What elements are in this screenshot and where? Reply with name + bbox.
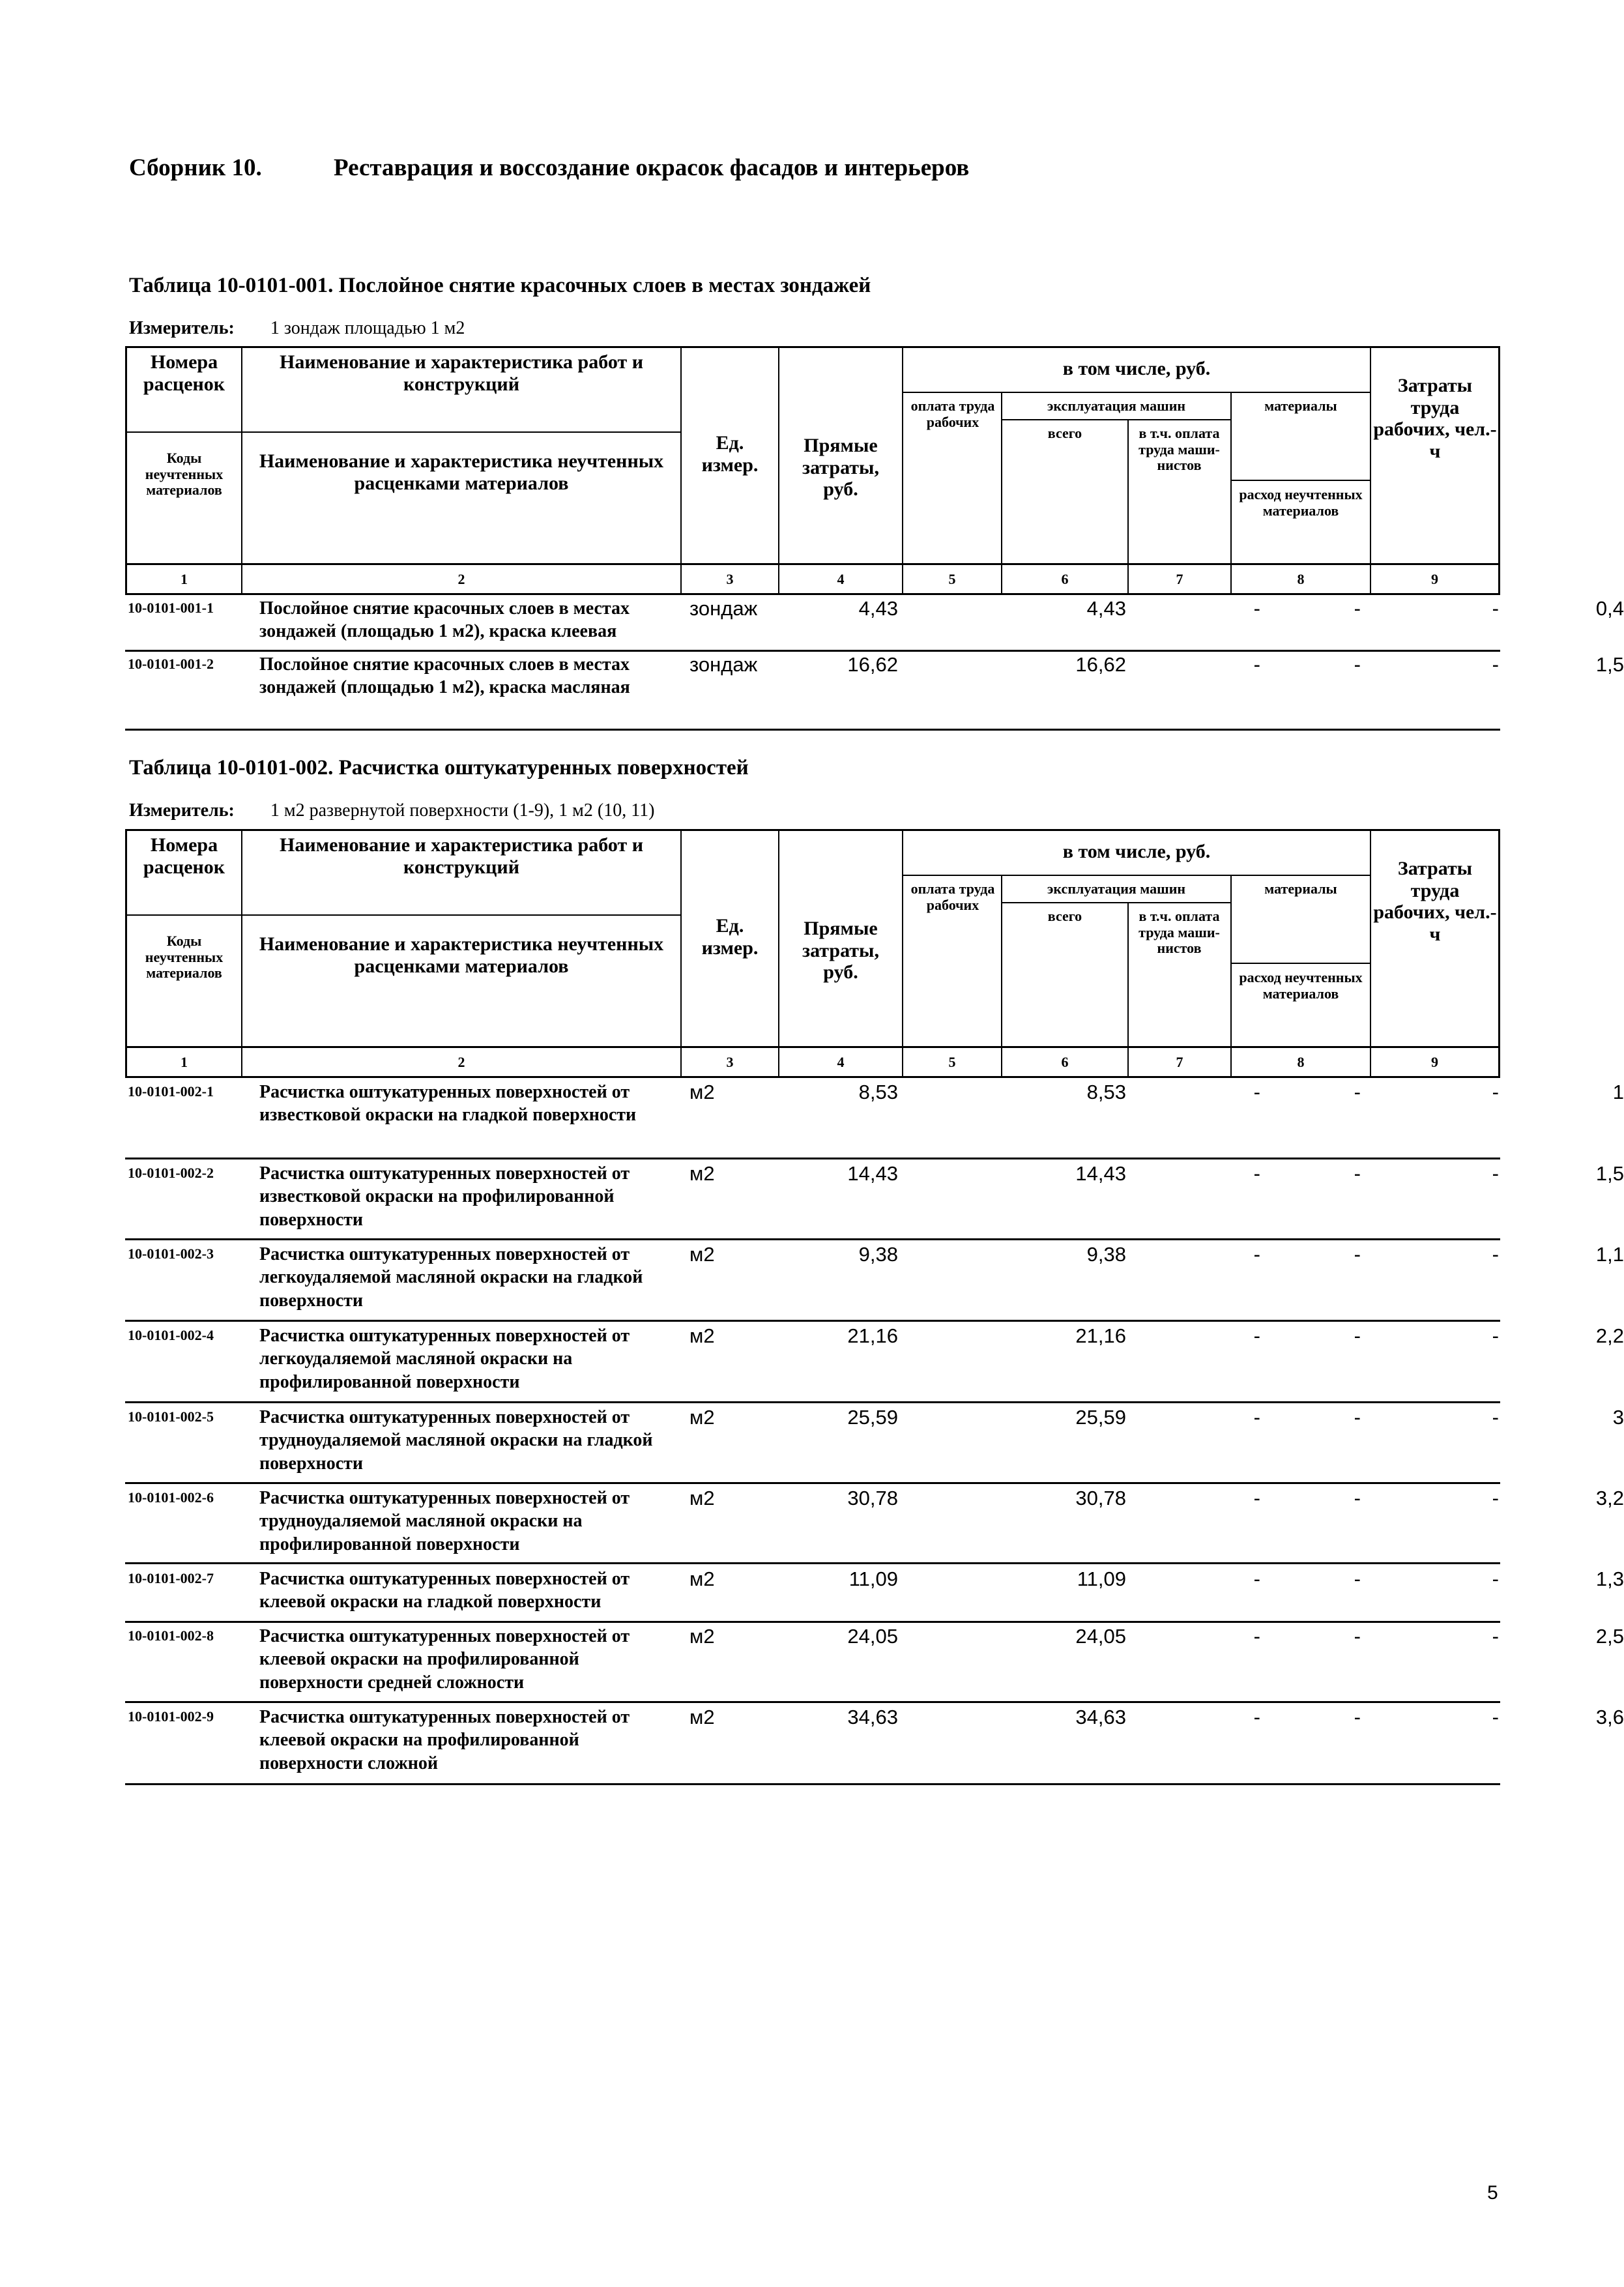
row-unit: м2 — [689, 1706, 715, 1728]
table-1-header — [125, 346, 1500, 565]
row-unit: м2 — [689, 1487, 715, 1509]
row-labor-pay: 16,62 — [1075, 653, 1126, 676]
row-labor-pay: 34,63 — [1075, 1706, 1126, 1728]
row-unit: м2 — [689, 1324, 715, 1347]
row-labor: 1,5 — [1595, 653, 1624, 676]
header-material-codes: Коды неучтенных материалов — [145, 450, 224, 499]
row-direct: 4,43 — [858, 597, 898, 620]
row-code: 10-0101-002-5 — [128, 1408, 214, 1425]
row-unit: м2 — [689, 1081, 715, 1103]
row-materials: - — [1492, 1625, 1499, 1648]
row-materials: - — [1492, 653, 1499, 676]
header-work-name: Наименование и характеристика работ и конструкций — [280, 834, 643, 878]
row-name: Расчистка оштукатуренных поверхностей от клеевой окраски на профилированной поверхности сложной — [259, 1707, 630, 1773]
row-machinist: - — [1354, 653, 1361, 676]
row-machinist: - — [1354, 1162, 1361, 1185]
header-labor: Затраты труда рабочих, чел.-ч — [1373, 375, 1497, 462]
row-unit: зондаж — [689, 597, 758, 620]
measure-value: 1 м2 развернутой поверхности (1-9), 1 м2 (10, 11) — [270, 800, 655, 821]
row-labor: 1,3 — [1595, 1567, 1624, 1590]
row-labor-pay: 14,43 — [1075, 1162, 1126, 1185]
header-material-name: Наименование и характеристика неучтенных расценками материалов — [259, 933, 664, 977]
row-machines: - — [1253, 1487, 1260, 1509]
row-direct: 9,38 — [858, 1243, 898, 1266]
row-machinist: - — [1354, 597, 1361, 620]
col-number-6: 6 — [1061, 1054, 1069, 1070]
col-number-9: 9 — [1431, 1054, 1438, 1070]
header-machines: эксплуатация машин — [1047, 398, 1186, 414]
row-machinist: - — [1354, 1567, 1361, 1590]
row-materials: - — [1492, 1567, 1499, 1590]
row-machines: - — [1253, 1406, 1260, 1429]
row-code: 10-0101-001-1 — [128, 600, 214, 616]
row-name: Расчистка оштукатуренных поверхностей от трудноудаляемой масляной окраски на профилированной поверхности — [259, 1488, 630, 1554]
row-name: Расчистка оштукатуренных поверхностей от легкоудаляемой масляной окраски на профилированной поверхности — [259, 1326, 630, 1392]
col-number-7: 7 — [1176, 571, 1183, 587]
header-including: в том числе, руб. — [1062, 358, 1211, 379]
table-2-header — [125, 829, 1500, 1048]
row-direct: 25,59 — [847, 1406, 898, 1429]
row-materials: - — [1492, 1406, 1499, 1429]
row-direct: 21,16 — [847, 1324, 898, 1347]
row-separator — [125, 1158, 1500, 1159]
row-machinist: - — [1354, 1706, 1361, 1728]
row-code: 10-0101-001-2 — [128, 656, 214, 672]
col-number-2: 2 — [457, 571, 465, 587]
row-labor-pay: 4,43 — [1086, 597, 1126, 620]
row-materials: - — [1492, 1243, 1499, 1266]
header-material-name: Наименование и характеристика неучтенных расценками материалов — [259, 450, 664, 494]
row-labor-pay: 8,53 — [1086, 1081, 1126, 1103]
row-separator — [125, 1320, 1500, 1322]
row-materials: - — [1492, 1706, 1499, 1728]
col-number-2: 2 — [457, 1054, 465, 1070]
collection-number: Сборник 10. — [129, 154, 262, 181]
row-code: 10-0101-002-2 — [128, 1165, 214, 1181]
row-direct: 24,05 — [847, 1625, 898, 1648]
row-labor: 3,2 — [1595, 1487, 1624, 1509]
col-number-3: 3 — [726, 1054, 734, 1070]
col-number-4: 4 — [837, 571, 845, 587]
col-number-5: 5 — [948, 571, 956, 587]
table-1-numbering — [125, 565, 1500, 595]
row-labor: 1,1 — [1595, 1243, 1624, 1266]
row-materials: - — [1492, 1487, 1499, 1509]
row-machines: - — [1253, 653, 1260, 676]
table-1-measure — [129, 318, 465, 339]
measure-value: 1 зондаж площадью 1 м2 — [270, 318, 465, 338]
header-direct-costs: Прямые затраты, руб. — [802, 435, 879, 501]
header-machines: эксплуатация машин — [1047, 881, 1186, 897]
row-labor: 3 — [1612, 1406, 1624, 1429]
page-number: 5 — [1487, 2182, 1498, 2204]
row-separator — [125, 1401, 1500, 1403]
row-separator — [125, 1783, 1500, 1785]
col-number-5: 5 — [948, 1054, 956, 1070]
collection-title: Реставрация и воссоздание окрасок фасадов и интерьеров — [334, 154, 970, 181]
row-direct: 30,78 — [847, 1487, 898, 1509]
row-unit: м2 — [689, 1567, 715, 1590]
row-materials: - — [1492, 597, 1499, 620]
col-number-9: 9 — [1431, 571, 1438, 587]
header-materials: материалы — [1264, 881, 1337, 897]
header-labor: Затраты труда рабочих, чел.-ч — [1373, 858, 1497, 945]
row-separator — [125, 1482, 1500, 1484]
row-labor: 1 — [1612, 1081, 1624, 1103]
row-machines: - — [1253, 1243, 1260, 1266]
row-unit: м2 — [689, 1162, 715, 1185]
col-number-8: 8 — [1297, 571, 1305, 587]
header-unit: Ед. измер. — [701, 915, 759, 959]
row-name: Расчистка оштукатуренных поверхностей от трудноудаляемой масляной окраски на гладкой поверхности — [259, 1407, 653, 1474]
row-materials: - — [1492, 1081, 1499, 1103]
row-machines: - — [1253, 597, 1260, 620]
row-machines: - — [1253, 1625, 1260, 1648]
row-unit: м2 — [689, 1625, 715, 1648]
row-machines: - — [1253, 1706, 1260, 1728]
row-machinist: - — [1354, 1081, 1361, 1103]
row-direct: 16,62 — [847, 653, 898, 676]
row-machines: - — [1253, 1162, 1260, 1185]
row-labor-pay: 11,09 — [1077, 1567, 1126, 1590]
row-direct: 34,63 — [847, 1706, 898, 1728]
row-separator — [125, 1562, 1500, 1564]
row-materials: - — [1492, 1162, 1499, 1185]
row-separator — [125, 1621, 1500, 1623]
header-unit: Ед. измер. — [701, 432, 759, 476]
row-name: Расчистка оштукатуренных поверхностей от известковой окраски на профилированной поверхности — [259, 1163, 630, 1230]
header-work-name: Наименование и характеристика работ и конструкций — [280, 351, 643, 395]
measure-label: Измеритель: — [129, 318, 235, 338]
header-rate-numbers: Номера расценок — [143, 351, 225, 395]
row-materials: - — [1492, 1324, 1499, 1347]
header-unaccounted: расход неучтенных материалов — [1239, 969, 1363, 1002]
header-labor-pay: оплата труда рабочих — [910, 881, 995, 913]
table-2-measure — [129, 800, 655, 821]
row-code: 10-0101-002-9 — [128, 1708, 214, 1725]
row-labor: 2,5 — [1595, 1625, 1624, 1648]
row-code: 10-0101-002-7 — [128, 1570, 214, 1586]
header-machines-total: всего — [1047, 908, 1082, 924]
row-name: Расчистка оштукатуренных поверхностей от известковой окраски на гладкой поверхности — [259, 1082, 637, 1126]
row-labor-pay: 24,05 — [1075, 1625, 1126, 1648]
row-direct: 14,43 — [847, 1162, 898, 1185]
header-unaccounted: расход неучтенных материалов — [1239, 486, 1363, 519]
table-2-title: Таблица 10-0101-002. Расчистка оштукатуренных поверхностей — [129, 756, 749, 779]
row-separator — [125, 729, 1500, 731]
row-machines: - — [1253, 1324, 1260, 1347]
row-name: Расчистка оштукатуренных поверхностей от клеевой окраски на гладкой поверхности — [259, 1569, 630, 1612]
header-material-codes: Коды неучтенных материалов — [145, 933, 224, 982]
row-labor-pay: 9,38 — [1086, 1243, 1126, 1266]
measure-label: Измеритель: — [129, 800, 235, 821]
header-materials: материалы — [1264, 398, 1337, 414]
row-labor: 0,4 — [1595, 597, 1624, 620]
row-separator — [125, 1701, 1500, 1703]
table-1-title: Таблица 10-0101-001. Послойное снятие красочных слоев в местах зондажей — [129, 274, 871, 297]
col-number-3: 3 — [726, 571, 734, 587]
row-machines: - — [1253, 1567, 1260, 1590]
table-2-numbering — [125, 1048, 1500, 1078]
header-machinist-pay: в т.ч. оплата труда маши-нистов — [1138, 908, 1220, 957]
col-number-7: 7 — [1176, 1054, 1183, 1070]
header-machines-total: всего — [1047, 425, 1082, 441]
row-unit: м2 — [689, 1243, 715, 1266]
row-unit: зондаж — [689, 653, 758, 676]
header-direct-costs: Прямые затраты, руб. — [802, 918, 879, 983]
row-machinist: - — [1354, 1406, 1361, 1429]
row-separator — [125, 1238, 1500, 1240]
col-number-4: 4 — [837, 1054, 845, 1070]
row-code: 10-0101-002-8 — [128, 1627, 214, 1644]
row-machinist: - — [1354, 1324, 1361, 1347]
header-labor-pay: оплата труда рабочих — [910, 398, 995, 430]
row-name: Послойное снятие красочных слоев в местах зондажей (площадью 1 м2), краска клеевая — [259, 598, 630, 642]
row-unit: м2 — [689, 1406, 715, 1429]
row-direct: 11,09 — [848, 1567, 898, 1590]
row-code: 10-0101-002-6 — [128, 1489, 214, 1506]
col-number-1: 1 — [181, 1054, 188, 1070]
row-name: Расчистка оштукатуренных поверхностей от клеевой окраски на профилированной поверхности средней сложности — [259, 1626, 630, 1693]
col-number-8: 8 — [1297, 1054, 1305, 1070]
row-labor-pay: 25,59 — [1075, 1406, 1126, 1429]
row-machinist: - — [1354, 1487, 1361, 1509]
row-separator — [125, 650, 1500, 652]
row-labor: 2,2 — [1595, 1324, 1624, 1347]
col-number-6: 6 — [1061, 571, 1069, 587]
row-name: Послойное снятие красочных слоев в местах зондажей (площадью 1 м2), краска масляная — [259, 654, 630, 698]
header-machinist-pay: в т.ч. оплата труда маши-нистов — [1138, 425, 1220, 474]
row-labor-pay: 21,16 — [1075, 1324, 1126, 1347]
col-number-1: 1 — [181, 571, 188, 587]
row-name: Расчистка оштукатуренных поверхностей от легкоудаляемой масляной окраски на гладкой поверхности — [259, 1244, 643, 1311]
row-labor-pay: 30,78 — [1075, 1487, 1126, 1509]
row-machinist: - — [1354, 1625, 1361, 1648]
row-direct: 8,53 — [858, 1081, 898, 1103]
row-code: 10-0101-002-3 — [128, 1245, 214, 1262]
header-rate-numbers: Номера расценок — [143, 834, 225, 878]
row-code: 10-0101-002-4 — [128, 1327, 214, 1343]
row-labor: 1,5 — [1595, 1162, 1624, 1185]
row-code: 10-0101-002-1 — [128, 1083, 214, 1100]
row-machinist: - — [1354, 1243, 1361, 1266]
row-machines: - — [1253, 1081, 1260, 1103]
header-including: в том числе, руб. — [1062, 841, 1211, 862]
row-labor: 3,6 — [1595, 1706, 1624, 1728]
